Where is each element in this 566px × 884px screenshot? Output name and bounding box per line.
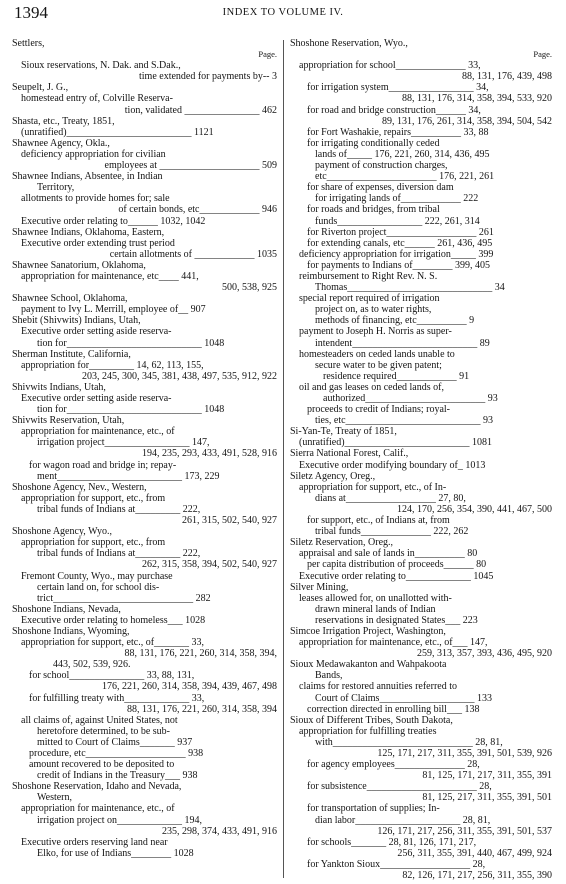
index-line: for irrigating lands of____________ 222 [315, 193, 479, 205]
page-header [14, 3, 552, 25]
index-line: Sioux of Different Tribes, South Dakota, [290, 714, 453, 726]
index-line: Shoshone Indians, Wyoming, [12, 625, 130, 637]
index-line: 88, 131, 176, 221, 260, 314, 358, 394 [127, 703, 277, 715]
index-line: Shawnee Agency, Okla., [12, 137, 110, 149]
index-line: for fulfilling treaty with_____________ 33, [29, 692, 205, 704]
index-line: appropriation for support, etc., of In- [299, 481, 447, 493]
index-line: etc______________________ 176, 221, 261 [315, 171, 495, 183]
index-line: Shoshone Indians, Nevada, [12, 603, 121, 615]
index-line: Bands, [315, 670, 343, 682]
index-line: 261, 315, 502, 540, 927 [182, 515, 277, 527]
index-line: for transportation of supplies; In- [307, 803, 440, 815]
index-line: appraisal and sale of lands in__________ 80 [299, 548, 478, 560]
index-line: tribal funds of Indians at_________ 222, [37, 503, 201, 515]
index-line: mitted to Court of Claims_______ 937 [37, 736, 193, 748]
index-line: for irrigating conditionally ceded [307, 137, 440, 149]
index-line: dians at__________________ 27, 80, [315, 492, 466, 504]
index-line: oil and gas leases on ceded lands of, [299, 381, 444, 393]
index-line: heretofore determined, to be sub- [37, 725, 171, 737]
index-line: 124, 170, 256, 354, 390, 441, 467, 500 [397, 503, 552, 515]
page-title: INDEX TO VOLUME IV. [222, 7, 344, 18]
index-line: for road and bridge construction______ 34, [307, 104, 481, 116]
column-divider [283, 40, 284, 878]
index-line: 443, 502, 539, 926. [53, 659, 131, 671]
index-line: per capita distribution of proceeds______ 80 [307, 559, 487, 571]
index-line: for payments to Indians of________ 399, 405 [307, 259, 491, 271]
index-line: residence required____________ 91 [323, 370, 470, 382]
index-line: Executive order extending trust period [21, 237, 175, 249]
index-line: certain land on, for school dis- [37, 581, 160, 593]
index-line: for schools_______ 28, 81, 126, 171, 217, [307, 836, 477, 848]
index-line: irrigation project on_____________ 194, [37, 814, 202, 826]
index-line: tion, validated _______________ 462 [124, 104, 277, 116]
index-line: tion for___________________________ 1048 [37, 404, 225, 416]
index-line: Territory, [37, 182, 75, 194]
index-line: special report required of irrigation [299, 293, 440, 305]
index-line: homesteaders on ceded lands unable to [299, 348, 455, 360]
index-line: 88, 131, 176, 221, 260, 314, 358, 394, [124, 648, 277, 660]
index-line: Sioux reservations, N. Dak. and S.Dak., [21, 60, 181, 72]
index-line: Settlers, [12, 38, 45, 49]
index-line: deficiency appropriation for civilian [21, 148, 166, 160]
index-line: trict____________________________ 282 [37, 592, 211, 604]
index-line: reimbursement to Right Rev. N. S. [299, 270, 438, 282]
index-line: correction directed in enrolling bill___ 138 [307, 703, 480, 715]
index-line: Thomas_____________________________ 34 [315, 282, 505, 294]
index-line: appropriation for support, etc., of_______ 33, [21, 637, 205, 649]
index-line: Western, [37, 792, 73, 804]
index-line: Shoshone Agency, Wyo., [12, 526, 112, 538]
index-line: drawn mineral lands of Indian [315, 603, 436, 615]
index-line: Seupelt, J. G., [12, 82, 69, 94]
index-line: for agency employees______________ 28, [307, 759, 480, 771]
index-line: methods of financing, etc__________ 9 [315, 315, 475, 327]
index-line: Sherman Institute, California, [12, 348, 131, 360]
index-line: tribal funds______________ 222, 262 [315, 526, 469, 538]
index-line: certain allotments of ____________ 1035 [109, 248, 277, 260]
index-line: Shoshone Agency, Nev., Western, [12, 481, 147, 493]
index-line: 500, 538, 925 [222, 282, 277, 294]
index-line: appropriation for maintenance, etc., of [21, 803, 175, 815]
index-line: for wagon road and bridge in; repay- [29, 459, 177, 471]
index-line: for irrigation system_________________ 34, [307, 82, 489, 94]
index-line: Shoshone Reservation, Idaho and Nevada, [12, 781, 182, 793]
index-line: for share of expenses, diversion dam [307, 182, 454, 194]
index-line: payment to Joseph H. Norris as super- [299, 326, 452, 338]
index-line: (unratified)_________________________ 1121 [21, 126, 214, 138]
index-line: appropriation for school______________ 33, [299, 60, 481, 72]
index-line: 194, 235, 293, 433, 491, 528, 916 [142, 448, 277, 460]
index-line: tion for___________________________ 1048 [37, 337, 225, 349]
index-line: Executive order relating to_____________ 1045 [299, 570, 494, 582]
index-line: Sierra National Forest, Calif., [290, 448, 409, 460]
index-line: secure water to be given patent; [315, 359, 442, 371]
index-line: Executive order relating to______ 1032, 1042 [21, 215, 206, 227]
index-line: appropriation for fulfilling treaties [299, 725, 437, 737]
index-line: credit of Indians in the Treasury___ 938 [37, 770, 198, 782]
index-line: Siletz Agency, Oreg., [290, 470, 376, 482]
index-line: appropriation for maintenance, etc., of___ 147, [299, 637, 488, 649]
index-line: appropriation for_________ 14, 62, 113, 155, [21, 359, 204, 371]
index-line: allotments to provide homes for; sale [21, 193, 170, 205]
index-line: Shawnee Indians, Absentee, in Indian [12, 171, 163, 183]
right-index-column [290, 38, 552, 881]
index-line: 235, 298, 374, 433, 491, 916 [162, 825, 277, 837]
index-line: Page. [258, 49, 277, 60]
index-line: funds_________________ 222, 261, 314 [315, 215, 480, 227]
index-line: for subsistence______________________ 28, [307, 781, 492, 793]
index-line: appropriation for support, etc., from [21, 537, 166, 549]
index-line: Fremont County, Wyo., may purchase [21, 570, 173, 582]
index-line: Si-Yan-Te, Treaty of 1851, [290, 426, 397, 438]
index-line: for support, etc., of Indians at, from [307, 515, 450, 527]
index-line: time extended for payments by-- 3 [138, 71, 277, 83]
index-line: 88, 131, 176, 439, 498 [462, 71, 552, 83]
index-line: Court of Claims___________________ 133 [315, 692, 492, 704]
index-line: amount recovered to be deposited to [29, 759, 175, 771]
left-index-column [12, 38, 277, 859]
index-line: proceeds to credit of Indians; royal- [307, 404, 451, 416]
index-line: (unratified)_________________________ 1081 [299, 437, 493, 449]
index-line: payment of construction charges, [315, 160, 448, 172]
index-line: tribal funds of Indians at_________ 222, [37, 548, 201, 560]
index-line: homestead entry of, Colville Reserva- [21, 93, 173, 105]
index-line: employees at ____________________ 509 [104, 160, 277, 172]
index-line: dian labor_____________________ 28, 81, [315, 814, 491, 826]
index-line: Shawnee Indians, Oklahoma, Eastern, [12, 226, 165, 238]
index-line: Executive order modifying boundary of_ 1013 [299, 459, 486, 471]
index-line: Sioux Medawakanton and Wahpakoota [290, 659, 447, 671]
index-line: lands of_____ 176, 221, 260, 314, 436, 495 [315, 148, 490, 160]
index-line: Shebit (Shivwits) Indians, Utah, [12, 315, 141, 327]
index-line: authorized________________________ 93 [323, 393, 498, 404]
index-line: intendent_________________________ 89 [315, 337, 490, 349]
index-line: reservations in designated States___ 223 [315, 614, 478, 626]
index-line: for school_______________ 33, 88, 131, [29, 670, 195, 682]
index-line: for roads and bridges, from tribal [307, 204, 440, 216]
index-line: project on, as to water rights, [315, 304, 432, 316]
index-line: Silver Mining, [290, 581, 349, 593]
index-line: Elko, for use of Indians________ 1028 [37, 847, 194, 859]
index-line: 88, 131, 176, 314, 358, 394, 533, 920 [402, 93, 552, 105]
index-line: 262, 315, 358, 394, 502, 540, 927 [142, 559, 277, 571]
index-line: for Yankton Sioux__________________ 28, [307, 858, 486, 870]
index-line: 89, 131, 176, 261, 314, 358, 394, 504, 542 [382, 115, 552, 127]
index-line: appropriation for maintenance, etc____ 441, [21, 270, 199, 282]
index-line: 82, 126, 171, 217, 256, 311, 355, 390 [402, 870, 552, 882]
index-line: Shawnee School, Oklahoma, [12, 293, 128, 305]
index-line: for extending canals, etc______ 261, 436, 495 [307, 237, 493, 249]
index-line: 81, 125, 217, 311, 355, 391, 501 [422, 792, 552, 804]
index-line: all claims of, against United States, not [21, 714, 178, 726]
index-line: Shawnee Sanatorium, Oklahoma, [12, 259, 146, 271]
index-line: appropriation for maintenance, etc., of [21, 426, 175, 438]
index-line: 125, 171, 217, 311, 355, 391, 501, 539, 926 [377, 748, 552, 759]
index-line: leases allowed for, on unallotted with- [299, 592, 452, 604]
index-line: Executive order setting aside reserva- [21, 393, 172, 404]
index-line: ment_________________________ 173, 229 [37, 470, 220, 482]
page-number: 1394 [14, 3, 48, 22]
index-line: Page. [533, 49, 552, 60]
index-line: Shivwits Indians, Utah, [12, 381, 106, 393]
index-line: Simcoe Irrigation Project, Washington, [290, 625, 446, 637]
index-line: Siletz Reservation, Oreg., [290, 537, 394, 549]
index-line: Shivwits Reservation, Utah, [12, 415, 125, 427]
index-line: Executive orders reserving land near [21, 836, 168, 848]
index-line: Shoshone Reservation, Wyo., [290, 38, 408, 49]
index-line: for Fort Washakie, repairs__________ 33, 88 [307, 126, 489, 138]
index-line: 256, 311, 355, 391, 440, 467, 499, 924 [397, 847, 552, 859]
index-line: payment to Ivy L. Merrill, employee of__ 907 [21, 304, 206, 316]
index-line: 259, 313, 357, 393, 436, 495, 920 [417, 648, 552, 660]
index-line: irrigation project_________________ 147, [37, 437, 210, 449]
index-line: for Riverton project__________________ 261 [307, 226, 494, 238]
index-line: 126, 171, 217, 256, 311, 355, 391, 501, 537 [377, 825, 552, 837]
index-line: appropriation for support, etc., from [21, 492, 166, 504]
index-line: deficiency appropriation for irrigation_____ 399 [299, 248, 494, 260]
index-line: Executive order setting aside reserva- [21, 326, 172, 338]
index-line: 176, 221, 260, 314, 358, 394, 439, 467, 498 [102, 681, 277, 693]
index-line: 203, 245, 300, 345, 381, 438, 497, 535, 912, 922 [82, 370, 277, 382]
index-line: ties, etc___________________________ 93 [315, 415, 494, 427]
index-line: of certain bonds, etc____________ 946 [118, 204, 277, 216]
index-line: claims for restored annuities referred to [299, 681, 457, 693]
index-line: Executive order relating to homeless___ 1028 [21, 614, 206, 626]
index-line: 81, 125, 171, 217, 311, 355, 391 [422, 770, 552, 782]
index-line: procedure, etc____________________ 938 [29, 748, 204, 759]
index-line: with____________________________ 28, 81, [315, 736, 503, 748]
index-line: Shasta, etc., Treaty, 1851, [12, 115, 115, 127]
